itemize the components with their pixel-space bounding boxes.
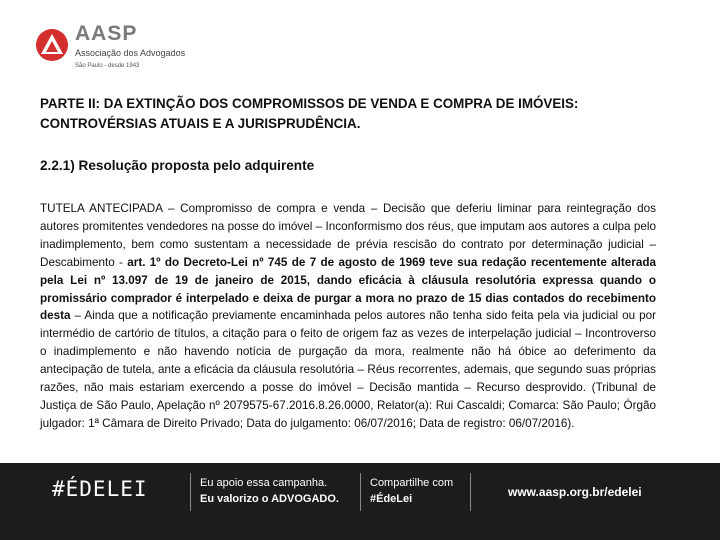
share-line-1: Compartilhe com <box>370 477 454 489</box>
aasp-emblem-icon <box>35 28 69 62</box>
case-summary-part1: TUTELA ANTECIPADA – Compromisso de compra e venda – Decisão que deferiu liminar para reintegração dos autores promitentes vendedores na posse do imóvel – Inconformismo dos réus, que imputam aos autores a culpa pelo inadimplemento, bem como sustentam a necessidade de prévia rescisão do contrato por determinação judicial – Descabimento - <box>40 202 656 269</box>
case-summary-part2: – Ainda que a notificação previamente encaminhada pelos autores não tenha sido feita pela via judicial ou por intermédio de cartório de títulos, a citação para o feito de origem faz as vezes de interpelação judicial – Incontroverso o inadimplemento e não havendo notícia de purgação da mora, realmente não há óbice ao deferimento da antecipação de tutela, ante a eficácia da cláusula resolutória – Réus recorrentes, ademais, que segundo suas próprias razões, não mais estariam exercendo a posse do imóvel – Decisão mantida – Recurso desprovido. (Tribunal de Justiça de São Paulo, Apelação nº 2079575-67.2016.8.26.0000, Relator(a): Rui Cascaldi; Comarca: São Paulo; Órgão julgador: 1ª Câmara de Direito Privado; Data do julgamento: 06/07/2016; Data de registro: 06/07/2016). <box>40 309 656 430</box>
brand-name: AASP <box>75 22 138 45</box>
brand-city-line: São Paulo - desde 1943 <box>75 63 140 69</box>
brand-subtitle: Associação dos Advogados <box>75 48 186 58</box>
aasp-logo <box>35 22 195 77</box>
footer-divider <box>470 473 471 511</box>
campaign-url-link[interactable]: www.aasp.org.br/edelei <box>508 485 642 499</box>
campaign-hashtag: #ÉDELEI <box>52 477 148 501</box>
footer-divider <box>360 473 361 511</box>
campaign-footer-banner <box>0 463 720 540</box>
share-line-2: #ÉdeLei <box>370 493 413 505</box>
page-title: PARTE II: DA EXTINÇÃO DOS COMPROMISSOS DE VENDA E COMPRA DE IMÓVEIS: CONTROVÉRSIAS ATUAIS E A JURISPRUDÊNCIA. <box>40 96 579 131</box>
footer-divider <box>190 473 191 511</box>
case-summary-highlight: art. 1º do Decreto-Lei nº 745 de 7 de agosto de 1969 teve sua redação recentemente alterada pela Lei nº 13.097 de 19 de janeiro de 2015, dando eficácia à cláusula resolutória expressa quando o promissário comprador é interpelado e deixa de purgar a mora no prazo de 15 dias contados do recebimento desta <box>40 255 656 323</box>
section-subheading: 2.2.1) Resolução proposta pelo adquirente <box>40 158 315 173</box>
case-summary <box>40 200 656 433</box>
support-line-1: Eu apoio essa campanha. <box>200 477 328 489</box>
support-line-2: Eu valorizo o ADVOGADO. <box>200 493 339 505</box>
